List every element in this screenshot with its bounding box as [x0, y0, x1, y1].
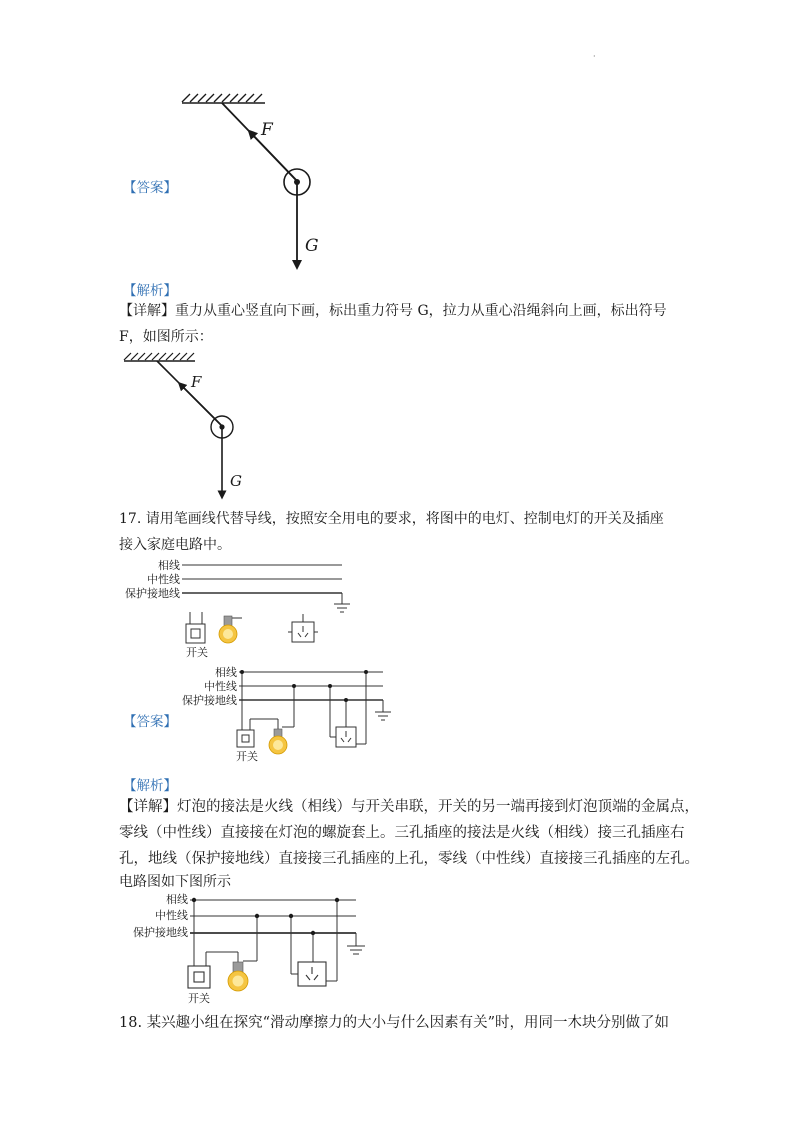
wire-ground-label: 保护接地线 — [133, 926, 188, 939]
ground-icon — [347, 933, 365, 954]
wire-neutral-label: 中性线 — [204, 680, 237, 693]
wire-ground-label: 保护接地线 — [125, 587, 180, 600]
q17-answer-figure — [178, 664, 398, 769]
wire-neutral-label: 中性线 — [147, 573, 180, 586]
light-bulb-icon — [219, 616, 242, 643]
force-g-label: G — [305, 236, 319, 256]
answer-label: 【答案】 — [123, 714, 177, 730]
analysis-label: 【解析】 — [123, 283, 177, 299]
q17-text-line1: 17. 请用笔画线代替导线，按照安全用电的要求，将图中的电灯、控制电灯的开关及插座 — [119, 511, 664, 527]
ceiling-hatch — [124, 353, 195, 361]
q16-analysis-figure — [115, 350, 265, 500]
wire-live-label: 相线 — [215, 666, 237, 679]
q18-text-line1: 18. 某兴趣小组在探究“滑动摩擦力的大小与什么因素有关”时，用同一木块分别做了如 — [119, 1015, 669, 1031]
detail-label: 【详解】 — [119, 303, 175, 319]
q17-detail-line4: 电路图如下图所示 — [119, 874, 231, 890]
three-hole-socket-icon — [288, 614, 318, 642]
force-g-label: G — [230, 472, 242, 490]
q16-detail-line1: 【详解】重力从重心竖直向下画，标出重力符号 G，拉力从重心沿绳斜向上画，标出符号 — [119, 303, 667, 319]
force-f-arrow — [181, 385, 222, 426]
ceiling-hatch — [182, 94, 265, 103]
light-bulb-icon — [228, 962, 248, 991]
wire-neutral-label: 中性线 — [155, 909, 188, 922]
three-hole-socket-icon — [336, 727, 356, 747]
q16-answer-figure — [170, 90, 340, 275]
q17-text-line2: 接入家庭电路中。 — [119, 537, 231, 553]
switch-label: 开关 — [186, 646, 208, 659]
light-bulb-icon — [269, 729, 287, 754]
switch-icon — [237, 730, 254, 747]
q17-detail-line2: 零线（中性线）直接接在灯泡的螺旋套上。三孔插座的接法是火线（相线）接三孔插座右 — [119, 825, 685, 841]
wire-ground-label: 保护接地线 — [182, 694, 237, 707]
wire-live-label: 相线 — [158, 559, 180, 572]
q16-detail-line2: F，如图所示： — [119, 329, 213, 345]
switch-icon — [186, 612, 205, 643]
detail-label: 【详解】 — [119, 799, 177, 815]
switch-label: 开关 — [236, 750, 258, 763]
ground-icon — [375, 700, 391, 720]
force-f-label: F — [191, 373, 202, 391]
page-marker: · — [593, 52, 596, 61]
q17-question-figure — [118, 556, 368, 666]
switch-icon — [188, 966, 210, 988]
force-f-arrow — [251, 133, 297, 181]
wire-live-label: 相线 — [166, 893, 188, 906]
switch-label: 开关 — [188, 992, 210, 1005]
q17-detail-line1: 【详解】灯泡的接法是火线（相线）与开关串联，开关的另一端再接到灯泡顶端的金属点， — [119, 799, 699, 815]
analysis-label: 【解析】 — [123, 778, 177, 794]
ground-icon — [334, 593, 350, 612]
q17-analysis-figure — [126, 890, 376, 1010]
answer-label: 【答案】 — [123, 180, 177, 196]
three-hole-socket-icon — [298, 962, 326, 986]
force-f-label: F — [261, 120, 273, 140]
q17-detail-line3: 孔，地线（保护接地线）直接接三孔插座的上孔，零线（中性线）直接接三孔插座的左孔。 — [119, 851, 699, 867]
